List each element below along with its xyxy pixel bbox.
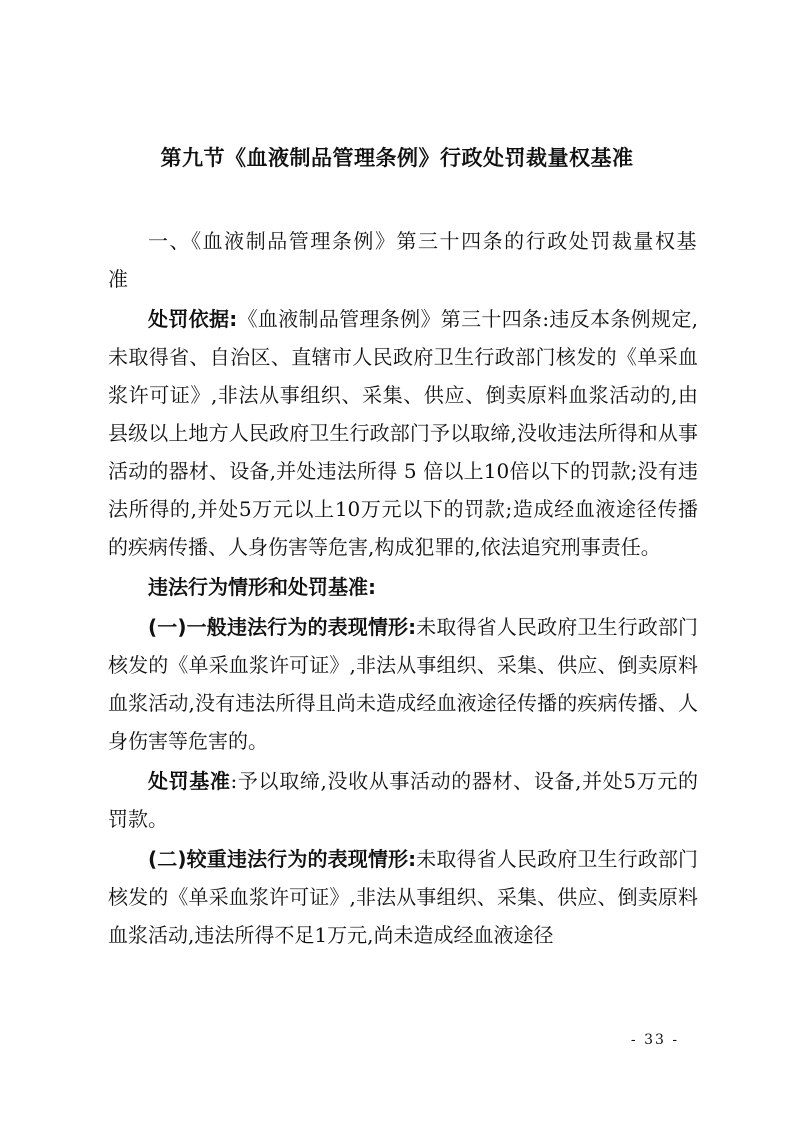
serious-case-label: (二)较重违法行为的表现情形: [148, 847, 417, 871]
penalty-basis-paragraph [108, 300, 698, 566]
criteria-heading-paragraph [108, 568, 698, 606]
general-penalty-paragraph [108, 762, 698, 838]
page-number: - 33 - [630, 1032, 680, 1048]
serious-case-paragraph [108, 840, 698, 954]
general-case-label: (一)一般违法行为的表现情形: [148, 615, 417, 639]
section-heading: 一、《血液制品管理条例》第三十四条的行政处罚裁量权基准 [108, 229, 698, 291]
criteria-heading: 违法行为情形和处罚基准: [148, 575, 376, 599]
general-penalty-text: :予以取缔,没收从事活动的器材、设备,并处5万元的罚款。 [108, 769, 698, 831]
general-penalty-label: 处罚基准 [148, 769, 231, 793]
page-title: 第九节《血液制品管理条例》行政处罚裁量权基准 [160, 146, 634, 170]
general-case-paragraph [108, 608, 698, 760]
serious-case-text: 未取得省人民政府卫生行政部门核发的《单采血浆许可证》,非法从事组织、采集、供应、倒卖原料血浆活动,违法所得不足1万元,尚未造成经血液途径 [108, 847, 698, 947]
penalty-basis-text: 《血液制品管理条例》第三十四条:违反本条例规定,未取得省、自治区、直辖市人民政府卫生行政部门核发的《单采血浆许可证》,非法从事组织、采集、供应、倒卖原料血浆活动的,由县级以上地方人民政府卫生行政部门予以取缔,没收违法所得和从事活动的器材、设备,并处违法所得 5 倍以上10倍以下的罚款;没有违法所得的,并处5万元以上10万元以下的罚款;造成经血液途径传播的疾病传播、人身伤害等危害,构成犯罪的,依法追究刑事责任。 [108, 307, 698, 559]
general-case-text: 未取得省人民政府卫生行政部门核发的《单采血浆许可证》,非法从事组织、采集、供应、倒卖原料血浆活动,没有违法所得且尚未造成经血液途径传播的疾病传播、人身伤害等危害的。 [108, 615, 698, 753]
penalty-basis-label: 处罚依据: [148, 307, 238, 331]
document-body [108, 222, 698, 956]
